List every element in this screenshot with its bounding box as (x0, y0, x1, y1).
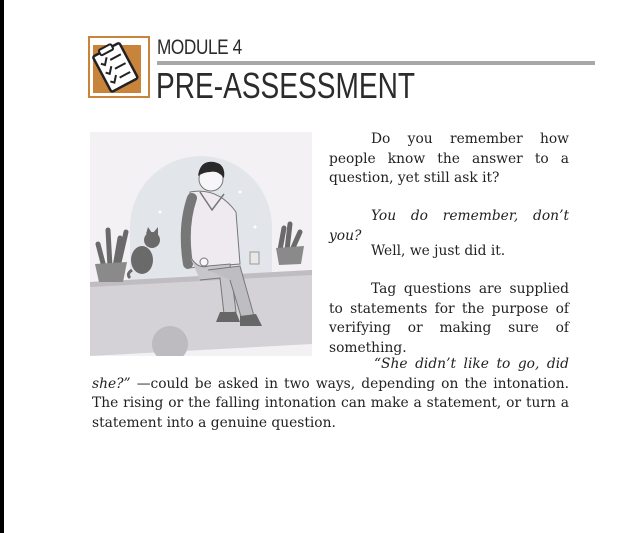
page (4, 0, 638, 533)
paragraph-4: Tag questions are supplied to statements for the purpose of verifying or making sure of something. (329, 281, 569, 356)
paragraph-5-text: —could be asked in two ways, depending on the intonation. The rising or the falling intonation can make a statement, or turn a statement into a genuine question. (92, 375, 569, 431)
clipboard-checklist-icon (88, 36, 150, 98)
page-title: PRE-ASSESSMENT (156, 65, 416, 106)
paragraph-3: Well, we just did it. (371, 243, 506, 259)
boy-sitting-illustration (90, 132, 312, 356)
paragraph-1: Do you remember how people know the answer to a question, yet still ask it? (329, 131, 569, 186)
paragraph-5 (92, 355, 569, 433)
quote-example: “She didn’t like to go, did she?” (92, 356, 569, 392)
module-label: MODULE 4 (157, 36, 242, 59)
paragraph-2: You do remember, don’t you? (329, 208, 569, 244)
